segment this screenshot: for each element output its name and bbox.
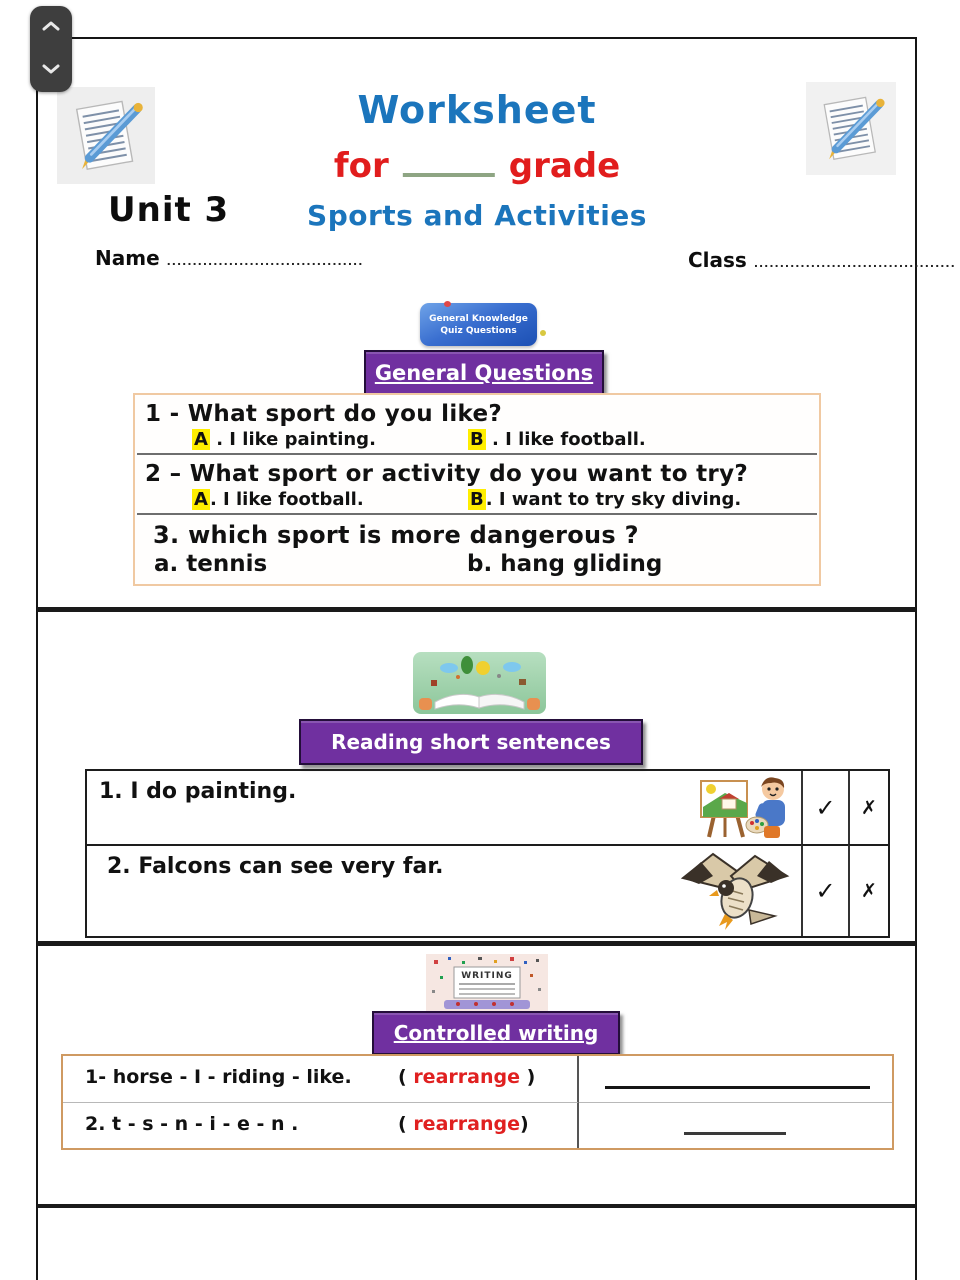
class-dotted-line[interactable]: .......................................	[753, 257, 956, 270]
question-1-options	[192, 429, 819, 450]
reading-row-1	[87, 771, 801, 844]
cross-icon: ✗	[861, 796, 877, 819]
reading-row-1-cross-cell[interactable]	[848, 771, 888, 844]
reading-sentence: 1. I do painting.	[99, 779, 297, 804]
topic-title: Sports and Activities	[307, 199, 647, 232]
controlled-writing-banner: Controlled writing	[372, 1011, 620, 1055]
option-b[interactable]: B . I want to try sky diving.	[470, 489, 742, 510]
question-3-options	[154, 551, 819, 577]
option-a[interactable]: a. tennis	[154, 551, 268, 577]
reading-row-1-check-cell[interactable]	[801, 771, 848, 844]
reading-row-2-cross-cell[interactable]	[848, 844, 888, 936]
confetti-dot	[540, 330, 546, 336]
quiz-badge-line1: General Knowledge	[429, 313, 528, 324]
option-b[interactable]: b. hang gliding	[467, 551, 663, 577]
open-book-icon	[413, 652, 546, 714]
grade-suffix: grade	[508, 146, 621, 186]
option-b[interactable]: B . I like football.	[470, 429, 646, 450]
scroll-down-button[interactable]	[30, 52, 72, 90]
writing-answer-cell[interactable]	[579, 1102, 892, 1148]
option-a[interactable]: A . I like football.	[194, 489, 364, 510]
rearrange-hint: ( rearrange )	[398, 1066, 536, 1088]
question-2: 2 – What sport or activity do you want to try?	[145, 461, 749, 487]
name-dotted-line[interactable]: ......................................	[166, 255, 364, 268]
general-questions-banner: General Questions	[364, 350, 604, 395]
quiz-badge	[420, 303, 537, 346]
name-label: Name	[95, 246, 160, 270]
scroll-up-button[interactable]	[30, 9, 72, 47]
reading-banner: Reading short sentences	[299, 719, 643, 765]
name-field	[95, 246, 363, 270]
falcon-icon	[679, 852, 791, 936]
option-a[interactable]: A . I like painting.	[194, 429, 376, 450]
writing-desk-icon	[426, 954, 548, 1014]
boy-painting-icon	[691, 773, 796, 845]
page-border-top	[36, 37, 917, 39]
notepad-pen-icon	[806, 82, 896, 175]
writing-task: 1- horse - I - riding - like.	[85, 1066, 352, 1088]
chevron-up-icon	[41, 20, 61, 35]
question-3: 3. which sport is more dangerous ?	[153, 521, 639, 549]
page-title: Worksheet	[357, 88, 597, 132]
reading-table	[85, 769, 890, 938]
section-divider	[37, 941, 916, 946]
cross-icon: ✗	[861, 880, 877, 902]
grade-line	[334, 146, 620, 186]
check-icon: ✓	[815, 793, 836, 822]
writing-row-2	[63, 1102, 579, 1148]
writing-table	[61, 1054, 894, 1150]
writing-row-1	[63, 1056, 579, 1102]
grade-prefix: for	[333, 146, 389, 186]
divider	[137, 513, 817, 515]
quiz-badge-line2: Quiz Questions	[440, 325, 517, 336]
grade-blank-line	[403, 169, 495, 177]
writing-answer-cell[interactable]	[579, 1056, 892, 1102]
scroll-control	[30, 6, 72, 92]
answer-line[interactable]	[605, 1086, 870, 1089]
unit-title: Unit 3	[108, 190, 230, 230]
check-icon: ✓	[815, 877, 836, 905]
notepad-pen-icon	[57, 87, 155, 184]
page-border-right	[915, 37, 917, 1280]
confetti-dot	[444, 301, 451, 307]
writing-image-label: WRITING	[461, 971, 513, 981]
general-questions-box	[133, 393, 821, 586]
section-divider	[37, 607, 916, 612]
class-field	[688, 248, 956, 272]
writing-task: 2. t - s - n - i - e - n .	[85, 1113, 299, 1135]
page-border-left	[36, 37, 38, 1280]
reading-sentence: 2. Falcons can see very far.	[107, 854, 444, 879]
divider	[137, 453, 817, 455]
chevron-down-icon	[41, 63, 61, 78]
answer-line[interactable]	[684, 1132, 786, 1135]
question-2-options	[192, 489, 819, 510]
class-label: Class	[688, 248, 747, 272]
page-rule-line	[37, 1204, 916, 1208]
reading-row-2-check-cell[interactable]	[801, 844, 848, 936]
reading-row-2	[87, 844, 801, 936]
question-1: 1 - What sport do you like?	[145, 401, 503, 427]
rearrange-hint: ( rearrange)	[398, 1113, 529, 1135]
